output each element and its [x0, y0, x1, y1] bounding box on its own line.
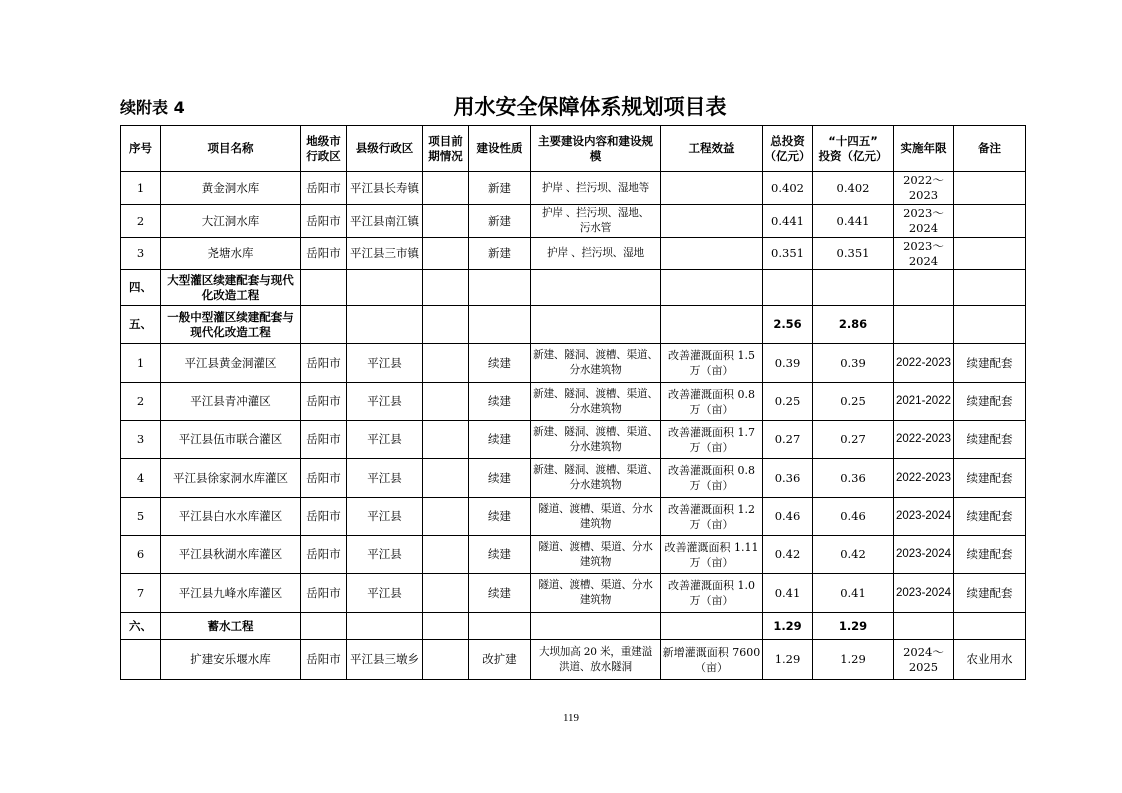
cell-name: 平江县秋湖水库灌区 [161, 536, 301, 574]
cell-benefit [661, 306, 763, 344]
cell-county: 平江县 [347, 459, 423, 498]
cell-fyp: 0.41 [813, 574, 894, 613]
cell-nature: 续建 [469, 383, 531, 421]
cell-city: 岳阳市 [301, 238, 347, 270]
table-row [121, 498, 1026, 536]
cell-content: 新建、隧洞、渡槽、渠道、 分水建筑物 [531, 383, 661, 421]
cell-prelim [423, 536, 469, 574]
table-row [121, 536, 1026, 574]
cell-content: 护岸 、拦污坝、湿地等 [531, 172, 661, 205]
cell-years: 2022-2023 [894, 421, 954, 459]
cell-name: 平江县徐家洞水库灌区 [161, 459, 301, 498]
cell-city [301, 306, 347, 344]
cell-prelim [423, 172, 469, 205]
header-city: 地级市 行政区 [301, 126, 347, 172]
cell-prelim [423, 459, 469, 498]
cell-nature: 新建 [469, 172, 531, 205]
cell-city: 岳阳市 [301, 421, 347, 459]
cell-prelim [423, 344, 469, 383]
cell-years [894, 270, 954, 306]
cell-total: 0.441 [763, 205, 813, 238]
cell-city: 岳阳市 [301, 459, 347, 498]
header-seq: 序号 [121, 126, 161, 172]
cell-county: 平江县 [347, 383, 423, 421]
cell-city: 岳阳市 [301, 344, 347, 383]
cell-seq: 4 [121, 459, 161, 498]
cell-fyp: 1.29 [813, 640, 894, 680]
cell-county: 平江县 [347, 498, 423, 536]
cell-county [347, 613, 423, 640]
cell-prelim [423, 306, 469, 344]
cell-prelim [423, 498, 469, 536]
cell-name: 平江县九峰水库灌区 [161, 574, 301, 613]
cell-prelim [423, 238, 469, 270]
cell-prelim [423, 574, 469, 613]
header-fyp-investment: “十四五” 投资（亿元） [813, 126, 894, 172]
cell-benefit [661, 613, 763, 640]
cell-city: 岳阳市 [301, 536, 347, 574]
cell-city [301, 270, 347, 306]
cell-total [763, 270, 813, 306]
cell-benefit: 改善灌溉面积 0.8 万（亩） [661, 383, 763, 421]
cell-remark [954, 613, 1026, 640]
cell-total: 2.56 [763, 306, 813, 344]
cell-benefit: 改善灌溉面积 1.7 万（亩） [661, 421, 763, 459]
cell-fyp: 0.39 [813, 344, 894, 383]
header-content: 主要建设内容和建设规 模 [531, 126, 661, 172]
cell-remark: 续建配套 [954, 421, 1026, 459]
table-row [121, 205, 1026, 238]
cell-years: 2021-2022 [894, 383, 954, 421]
cell-total: 0.42 [763, 536, 813, 574]
table-row [121, 172, 1026, 205]
cell-name: 平江县青冲灌区 [161, 383, 301, 421]
cell-city: 岳阳市 [301, 498, 347, 536]
header-total-investment: 总投资 （亿元） [763, 126, 813, 172]
cell-fyp: 0.441 [813, 205, 894, 238]
header-preliminary: 项目前 期情况 [423, 126, 469, 172]
cell-total: 0.39 [763, 344, 813, 383]
cell-years [894, 306, 954, 344]
table-row [121, 640, 1026, 680]
cell-prelim [423, 640, 469, 680]
cell-benefit: 改善灌溉面积 1.11 万（亩） [661, 536, 763, 574]
cell-total: 1.29 [763, 613, 813, 640]
cell-total: 0.36 [763, 459, 813, 498]
cell-remark: 续建配套 [954, 498, 1026, 536]
cell-seq: 6 [121, 536, 161, 574]
cell-total: 0.402 [763, 172, 813, 205]
header-row [121, 126, 1026, 172]
cell-county: 平江县三市镇 [347, 238, 423, 270]
cell-content: 护岸 、拦污坝、湿地、 污水管 [531, 205, 661, 238]
cell-benefit [661, 238, 763, 270]
cell-city: 岳阳市 [301, 172, 347, 205]
cell-county: 平江县 [347, 574, 423, 613]
cell-years: 2023-2024 [894, 536, 954, 574]
cell-content: 隧道、渡槽、渠道、分水 建筑物 [531, 498, 661, 536]
cell-prelim [423, 205, 469, 238]
table-header [121, 126, 1026, 172]
cell-seq [121, 640, 161, 680]
cell-remark: 农业用水 [954, 640, 1026, 680]
cell-years: 2022-2023 [894, 344, 954, 383]
cell-content: 大坝加高 20 米，重建溢 洪道、放水隧洞 [531, 640, 661, 680]
table-row [121, 344, 1026, 383]
cell-county: 平江县长寿镇 [347, 172, 423, 205]
table-body [121, 172, 1026, 680]
cell-remark: 续建配套 [954, 383, 1026, 421]
cell-benefit [661, 172, 763, 205]
cell-total: 0.25 [763, 383, 813, 421]
cell-years: 2023～ 2024 [894, 238, 954, 270]
cell-benefit [661, 205, 763, 238]
cell-city: 岳阳市 [301, 383, 347, 421]
cell-seq: 四、 [121, 270, 161, 306]
section-row [121, 613, 1026, 640]
cell-years: 2024～ 2025 [894, 640, 954, 680]
cell-total: 1.29 [763, 640, 813, 680]
cell-remark [954, 172, 1026, 205]
cell-nature [469, 306, 531, 344]
cell-benefit: 改善灌溉面积 0.8 万（亩） [661, 459, 763, 498]
cell-name: 扩建安乐堰水库 [161, 640, 301, 680]
cell-nature [469, 613, 531, 640]
cell-content: 隧道、渡槽、渠道、分水 建筑物 [531, 536, 661, 574]
cell-nature: 续建 [469, 574, 531, 613]
cell-remark: 续建配套 [954, 574, 1026, 613]
cell-total: 0.46 [763, 498, 813, 536]
cell-name: 蓄水工程 [161, 613, 301, 640]
cell-fyp: 2.86 [813, 306, 894, 344]
cell-fyp: 0.42 [813, 536, 894, 574]
cell-county: 平江县南江镇 [347, 205, 423, 238]
cell-content: 隧道、渡槽、渠道、分水 建筑物 [531, 574, 661, 613]
cell-county: 平江县 [347, 536, 423, 574]
cell-benefit [661, 270, 763, 306]
cell-fyp: 0.402 [813, 172, 894, 205]
cell-seq: 3 [121, 421, 161, 459]
cell-seq: 1 [121, 172, 161, 205]
cell-fyp: 0.27 [813, 421, 894, 459]
cell-nature: 新建 [469, 205, 531, 238]
section-row [121, 270, 1026, 306]
table-row [121, 383, 1026, 421]
cell-fyp: 0.46 [813, 498, 894, 536]
table-row [121, 421, 1026, 459]
cell-name: 尧塘水库 [161, 238, 301, 270]
cell-remark [954, 270, 1026, 306]
cell-nature: 续建 [469, 421, 531, 459]
cell-city: 岳阳市 [301, 205, 347, 238]
project-table [120, 125, 1026, 680]
cell-years: 2023～ 2024 [894, 205, 954, 238]
cell-years: 2022-2023 [894, 459, 954, 498]
cell-county [347, 270, 423, 306]
cell-remark [954, 306, 1026, 344]
cell-seq: 2 [121, 383, 161, 421]
cell-fyp: 0.25 [813, 383, 894, 421]
cell-content: 新建、隧洞、渡槽、渠道、 分水建筑物 [531, 421, 661, 459]
cell-seq: 六、 [121, 613, 161, 640]
appendix-label: 续附表 4 [120, 98, 185, 117]
cell-total: 0.41 [763, 574, 813, 613]
cell-content [531, 306, 661, 344]
cell-prelim [423, 270, 469, 306]
cell-seq: 2 [121, 205, 161, 238]
cell-content: 护岸 、拦污坝、湿地 [531, 238, 661, 270]
cell-county: 平江县三墩乡 [347, 640, 423, 680]
cell-nature: 新建 [469, 238, 531, 270]
cell-prelim [423, 383, 469, 421]
cell-seq: 3 [121, 238, 161, 270]
cell-city: 岳阳市 [301, 574, 347, 613]
cell-nature: 续建 [469, 344, 531, 383]
cell-total: 0.351 [763, 238, 813, 270]
cell-content [531, 613, 661, 640]
header-benefit: 工程效益 [661, 126, 763, 172]
page-title: 用水安全保障体系规划项目表 [453, 95, 727, 119]
cell-remark [954, 238, 1026, 270]
cell-county: 平江县 [347, 344, 423, 383]
table-row [121, 238, 1026, 270]
table-row [121, 459, 1026, 498]
cell-nature: 改扩建 [469, 640, 531, 680]
header-county: 县级行政区 [347, 126, 423, 172]
header-nature: 建设性质 [469, 126, 531, 172]
cell-name: 平江县伍市联合灌区 [161, 421, 301, 459]
cell-fyp [813, 270, 894, 306]
cell-benefit: 新增灌溉面积 7600 （亩） [661, 640, 763, 680]
cell-content: 新建、隧洞、渡槽、渠道、 分水建筑物 [531, 459, 661, 498]
cell-content [531, 270, 661, 306]
cell-nature [469, 270, 531, 306]
cell-seq: 五、 [121, 306, 161, 344]
cell-name: 平江县黄金洞灌区 [161, 344, 301, 383]
cell-seq: 1 [121, 344, 161, 383]
page-number: 119 [562, 712, 580, 724]
cell-city: 岳阳市 [301, 640, 347, 680]
cell-seq: 7 [121, 574, 161, 613]
cell-name: 黄金洞水库 [161, 172, 301, 205]
cell-name: 大江洞水库 [161, 205, 301, 238]
cell-benefit: 改善灌溉面积 1.2 万（亩） [661, 498, 763, 536]
cell-nature: 续建 [469, 498, 531, 536]
cell-remark [954, 205, 1026, 238]
cell-county: 平江县 [347, 421, 423, 459]
table-row [121, 574, 1026, 613]
cell-county [347, 306, 423, 344]
cell-seq: 5 [121, 498, 161, 536]
header-years: 实施年限 [894, 126, 954, 172]
cell-benefit: 改善灌溉面积 1.0 万（亩） [661, 574, 763, 613]
section-row [121, 306, 1026, 344]
cell-years: 2023-2024 [894, 574, 954, 613]
cell-fyp: 0.351 [813, 238, 894, 270]
cell-content: 新建、隧洞、渡槽、渠道、 分水建筑物 [531, 344, 661, 383]
cell-prelim [423, 421, 469, 459]
cell-city [301, 613, 347, 640]
header-remark: 备注 [954, 126, 1026, 172]
cell-name: 平江县白水水库灌区 [161, 498, 301, 536]
cell-remark: 续建配套 [954, 344, 1026, 383]
cell-nature: 续建 [469, 459, 531, 498]
cell-years: 2022～ 2023 [894, 172, 954, 205]
cell-nature: 续建 [469, 536, 531, 574]
cell-benefit: 改善灌溉面积 1.5 万（亩） [661, 344, 763, 383]
cell-remark: 续建配套 [954, 459, 1026, 498]
cell-fyp: 1.29 [813, 613, 894, 640]
cell-fyp: 0.36 [813, 459, 894, 498]
cell-name: 一般中型灌区续建配套与 现代化改造工程 [161, 306, 301, 344]
cell-years [894, 613, 954, 640]
cell-name: 大型灌区续建配套与现代 化改造工程 [161, 270, 301, 306]
cell-years: 2023-2024 [894, 498, 954, 536]
cell-prelim [423, 613, 469, 640]
cell-total: 0.27 [763, 421, 813, 459]
header-project-name: 项目名称 [161, 126, 301, 172]
cell-remark: 续建配套 [954, 536, 1026, 574]
